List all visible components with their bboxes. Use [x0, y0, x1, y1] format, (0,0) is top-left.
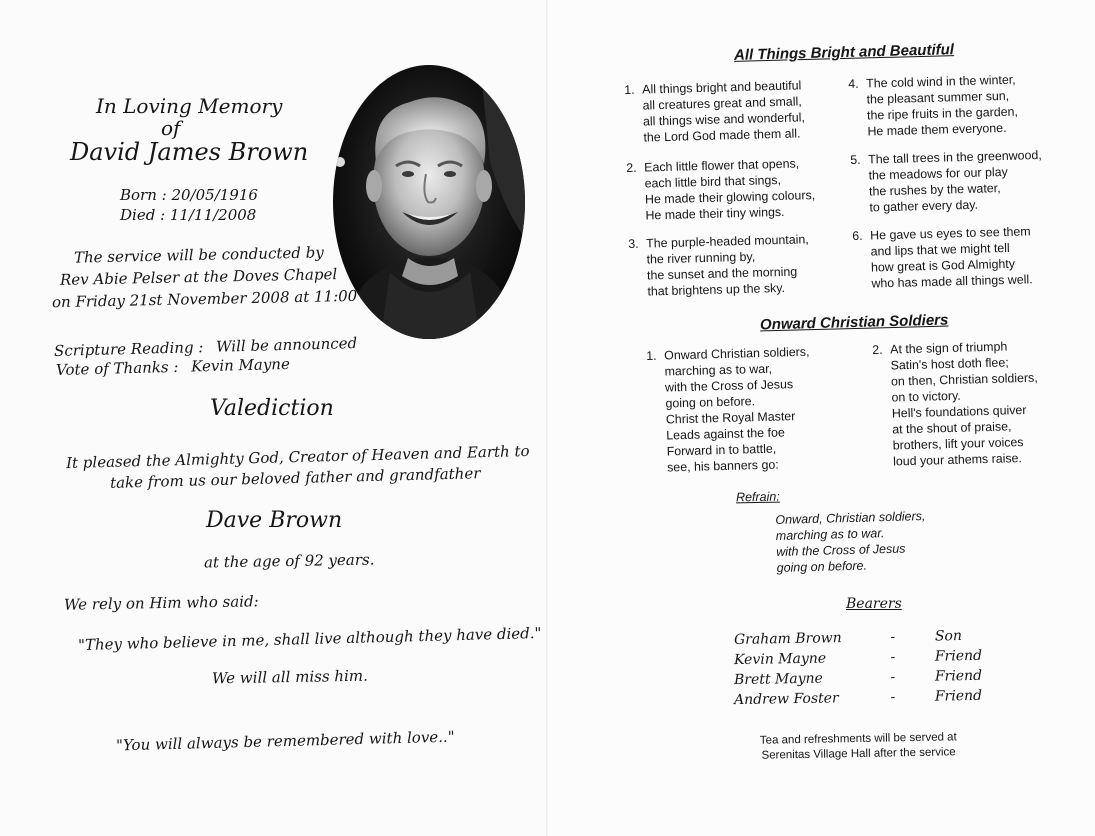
refrain-text — [775, 508, 927, 576]
bearer-relation: Friend — [934, 687, 983, 705]
verse-line: each little bird that sings, — [644, 172, 782, 191]
verse-line: At the sign of triumph — [890, 339, 1008, 357]
verse-line: The cold wind in the winter, — [866, 72, 1016, 91]
verse-number: 2. — [626, 160, 637, 175]
verse-number: 3. — [628, 236, 639, 251]
verse-line: the rushes by the water, — [868, 181, 1001, 199]
verse-line: to gather every day. — [869, 197, 979, 215]
verse-line: He made their glowing colours, — [644, 188, 816, 207]
verse-line: the sunset and the morning — [646, 264, 798, 283]
verse-line: that brightens up the sky. — [647, 280, 786, 299]
bearer-name: Graham Brown — [733, 630, 842, 648]
verse-line: Satin's host doth flee; — [890, 355, 1009, 373]
short-name: Dave Brown — [206, 508, 343, 533]
verse-line: and lips that we might tell — [870, 240, 1010, 259]
closing-quote: "You will always be remembered with love.." — [115, 727, 455, 755]
bearer-name: Andrew Foster — [733, 690, 839, 709]
miss-line: We will all miss him. — [211, 666, 368, 688]
memory-heading-line1: In Loving Memory — [96, 94, 283, 118]
valediction-heading: Valediction — [210, 396, 334, 421]
verse-number: 4. — [848, 76, 859, 91]
bearer-row — [734, 648, 982, 668]
rely-line: We rely on Him who said: — [63, 592, 259, 614]
bearer-relation: Friend — [934, 667, 983, 685]
thanks-value: Kevin Mayne — [190, 354, 291, 376]
bearer-dash: - — [890, 649, 896, 666]
verse-line: He made them everyone. — [867, 120, 1007, 139]
hymn2-title: Onward Christian Soldiers — [759, 311, 949, 334]
bearer-row — [734, 688, 982, 708]
portrait-photo — [330, 62, 528, 342]
right-page — [548, 0, 1095, 836]
scripture-value: Will be announced — [215, 334, 358, 356]
born-date: Born : 20/05/1916 — [120, 186, 258, 204]
verse-line: The tall trees in the greenwood, — [868, 147, 1042, 167]
verse-line: Onward Christian soldiers, — [664, 344, 810, 363]
verse-line: loud your athems raise. — [892, 451, 1023, 469]
bearer-dash: - — [890, 689, 896, 706]
deceased-name: David James Brown — [70, 138, 309, 166]
verse-line: the meadows for our play — [868, 164, 1008, 183]
verse-line: the river running by, — [646, 249, 756, 267]
age-line: at the age of 92 years. — [203, 550, 375, 572]
bearer-row — [734, 628, 962, 648]
verse-line: the pleasant summer sun, — [866, 88, 1010, 107]
verse-line: the ripe fruits in the garden, — [866, 104, 1019, 123]
service-line-3: on Friday 21st November 2008 at 11:00 — [51, 286, 358, 312]
hymn1-title: All Things Bright and Beautiful — [733, 41, 955, 64]
verse-line: who has made all things well. — [871, 272, 1033, 291]
verse-line: how great is God Almighty — [870, 256, 1016, 275]
scripture-reading — [54, 334, 358, 360]
bearers-title: Bearers — [846, 596, 902, 612]
bearer-relation: Friend — [934, 647, 983, 665]
verse-line: all things wise and wonderful, — [642, 110, 806, 129]
verse-line: He gave us eyes to see them — [870, 224, 1031, 243]
verse-number: 5. — [850, 152, 861, 167]
portrait-image — [330, 62, 528, 342]
bearer-name: Brett Mayne — [733, 670, 824, 689]
service-line-1: The service will be conducted by — [73, 243, 324, 267]
bearer-name: Kevin Mayne — [733, 650, 827, 669]
verse-line: Hell's foundations quiver — [891, 402, 1027, 421]
verse-number: 2. — [872, 342, 883, 357]
verse-number: 1. — [624, 82, 635, 97]
verse-line: brothers, lift your voices — [892, 435, 1024, 453]
service-line-2: Rev Abie Pelser at the Doves Chapel — [59, 265, 338, 289]
refrain-line: with the Cross of Jesus — [776, 541, 906, 559]
valediction-line-1: It pleased the Almighty God, Creator of Heaven and Earth to — [65, 441, 530, 473]
verse-line: all creatures great and small, — [642, 94, 802, 113]
refrain-line: marching as to war. — [775, 526, 885, 543]
verse-line: Forward in to battle, — [666, 441, 777, 459]
verse-line: Each little flower that opens, — [644, 156, 800, 175]
bearer-dash: - — [890, 629, 896, 646]
verse-line: with the Cross of Jesus — [664, 377, 794, 395]
bearer-row — [734, 668, 982, 688]
verse-line: Christ the Royal Master — [665, 409, 796, 427]
verse-number: 6. — [852, 228, 863, 243]
refrain-label: Refrain: — [735, 489, 780, 505]
scripture-label: Scripture Reading : — [53, 338, 204, 360]
verse-line: The purple-headed mountain, — [646, 232, 809, 251]
verse-line: marching as to war, — [664, 361, 773, 379]
verse-line: on then, Christian soldiers, — [890, 370, 1038, 389]
verse-line: on to victory. — [891, 388, 961, 405]
verse-line: Leads against the foe — [666, 425, 785, 443]
bible-quote: "They who believe in me, shall live although they have died." — [77, 623, 542, 655]
verse-number: 1. — [646, 348, 657, 363]
verse-line: All things bright and beautiful — [642, 78, 802, 97]
verse-line: at the shout of praise, — [892, 419, 1012, 437]
memory-heading-line2: of — [161, 116, 181, 140]
died-date: Died : 11/11/2008 — [120, 206, 257, 224]
bearer-dash: - — [890, 669, 896, 686]
verse-line: the Lord God made them all. — [643, 126, 801, 145]
verse-line: see, his banners go: — [666, 457, 779, 475]
refreshments-line-2: Serenitas Village Hall after the service — [761, 746, 956, 762]
verse-line: He made their tiny wings. — [645, 204, 785, 223]
refreshments-line-1: Tea and refreshments will be served at — [759, 731, 957, 747]
refrain-line: Onward, Christian soldiers, — [775, 509, 926, 527]
valediction-line-2: take from us our beloved father and grandfather — [109, 464, 481, 492]
refreshments-note — [760, 730, 957, 763]
thanks-label: Vote of Thanks : — [55, 357, 179, 380]
refrain-line: going on before. — [776, 558, 868, 575]
bearer-relation: Son — [934, 628, 963, 645]
verse-line: going on before. — [665, 394, 756, 411]
